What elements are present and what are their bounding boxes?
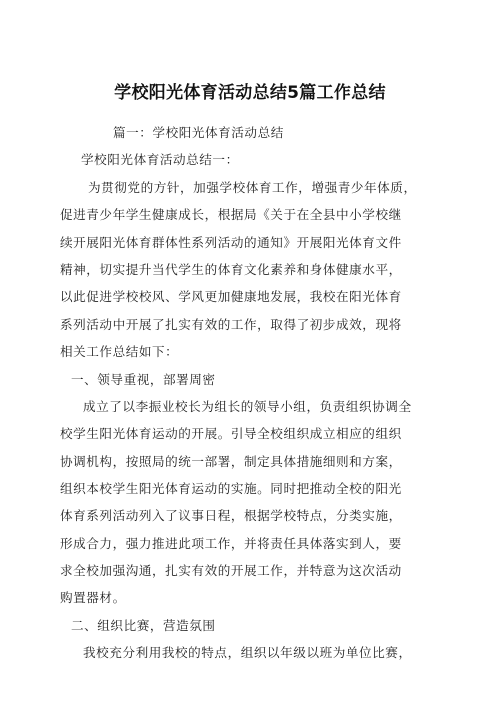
paragraph-line: 成立了以李振业校长为组长的领导小组，负责组织协调全: [83, 399, 412, 414]
paragraph-line: 精神，切实提升当代学生的体育文化素养和身体健康水平，: [60, 262, 402, 277]
paragraph-line: 相关工作总结如下：: [60, 344, 179, 359]
paragraph-line: 以此促进学校校风、学风更加健康地发展，我校在阳光体育: [60, 289, 402, 304]
paragraph-line: 系列活动中开展了扎实有效的工作，取得了初步成效，现将: [60, 317, 402, 332]
paragraph-line: 为贯彻党的方针，加强学校体育工作，增强青少年体质，: [88, 180, 417, 195]
paragraph-line: 求全校加强沟通，扎实有效的开展工作，并特意为这次活动: [60, 563, 402, 578]
subtitle: 篇一：学校阳光体育活动总结: [113, 125, 284, 140]
section-heading: 二、组织比赛，营造氛围: [71, 618, 216, 633]
document-title: 学校阳光体育活动总结5篇工作总结: [114, 83, 386, 103]
section-heading: 一、领导重视，部署周密: [71, 372, 216, 387]
section-intro: 学校阳光体育活动总结一：: [81, 152, 239, 167]
paragraph-line: 校学生阳光体育运动的开展。引导全校组织成立相应的组织: [60, 426, 402, 441]
paragraph-line: 我校充分利用我校的特点，组织以年级以班为单位比赛，: [83, 645, 412, 660]
paragraph-line: 促进青少年学生健康成长，根据局《关于在全县中小学校继: [60, 207, 402, 222]
paragraph-line: 购置器材。: [60, 590, 126, 605]
paragraph-line: 组织本校学生阳光体育运动的实施。同时把推动全校的阳光: [60, 481, 402, 496]
paragraph-line: 形成合力，强力推进此项工作，并将责任具体落实到人，要: [60, 536, 402, 551]
paragraph-line: 续开展阳光体育群体性系列活动的通知》开展阳光体育文件: [60, 235, 402, 250]
paragraph-line: 协调机构，按照局的统一部署，制定具体措施细则和方案，: [60, 454, 402, 469]
paragraph-line: 体育系列活动列入了议事日程，根据学校特点，分类实施，: [60, 508, 402, 523]
